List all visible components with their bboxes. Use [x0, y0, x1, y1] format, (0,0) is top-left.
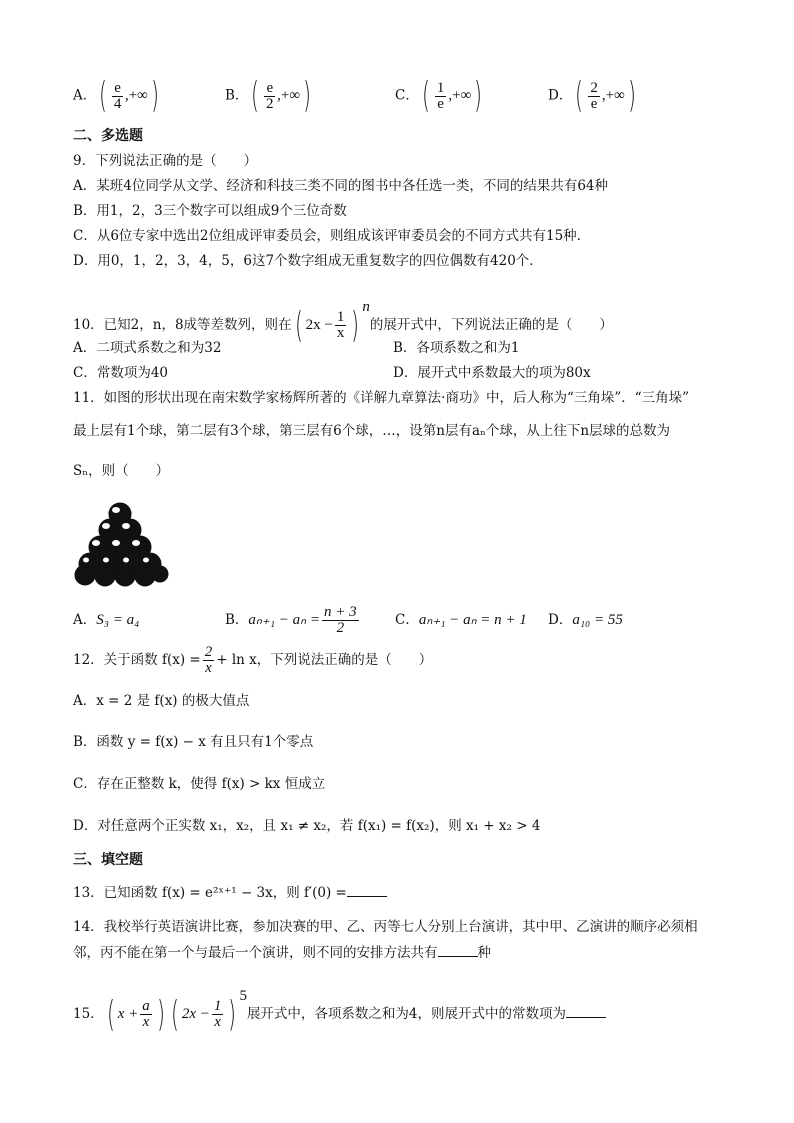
- q10-option-d: D．展开式中系数最大的项为80x: [393, 365, 591, 381]
- q9-option-b: B．用1，2，3三个数字可以组成9个三位奇数: [73, 203, 347, 219]
- q11-option-b: B．aₙ₊₁ − aₙ = $\frac{n + 3}{2}$: [225, 604, 357, 636]
- q8-option-c: C．( $\frac{1}{e}$ ,+∞): [395, 75, 483, 116]
- q10-stem: 10．已知2，n，8成等差数列，则在( 2x − $\frac{1}{x}$ ) $^n$的展开式中，下列说法正确的是（ ）: [73, 299, 613, 346]
- q14-line2: 邻，丙不能在第一个与最后一个演讲，则不同的安排方法共有 种: [73, 945, 491, 961]
- q14-line1: 14．我校举行英语演讲比赛，参加决赛的甲、乙、丙等七人分别上台演讲，其中甲、乙演讲的顺序必须相: [73, 919, 698, 935]
- q12-option-c: C．存在正整数 k，使得 f(x) > kx 恒成立: [73, 776, 326, 792]
- q13: 13．已知函数 f(x) = e²ˣ⁺¹ − 3x，则 f′(0) =: [73, 884, 387, 902]
- q9-option-c: C．从6位专家中选出2位组成评审委员会，则组成该评审委员会的不同方式共有15种．: [73, 228, 591, 244]
- q11-option-d: D．a₁₀ = 55: [548, 612, 623, 628]
- q8-options: [73, 72, 713, 116]
- q13-answer-blank[interactable]: [347, 884, 387, 897]
- q9-option-a: A．某班4位同学从文学、经济和科技三类不同的图书中各任选一类，不同的结果共有64种: [73, 178, 609, 194]
- section-title-multi-choice: 二、多选题: [73, 128, 143, 144]
- q12-option-a: A．x = 2 是 f(x) 的极大值点: [73, 693, 250, 709]
- q8-option-d: D．( $\frac{2}{e}$ ,+∞): [548, 75, 636, 116]
- q11-line3: Sₙ，则（ ）: [73, 463, 170, 479]
- q11-line2: 最上层有1个球，第二层有3个球，第三层有6个球，…，设第n层有aₙ个球，从上往下n层球的总数为: [73, 423, 671, 439]
- q10-option-c: C．常数项为40: [73, 365, 169, 381]
- q11-line1: 11．如图的形状出现在南宋数学家杨辉所著的《详解九章算法·商功》中，后人称为“三角垛”．“三角垛”: [73, 390, 690, 406]
- section-title-fill-in: 三、填空题: [73, 852, 143, 868]
- q12-option-d: D．对任意两个正实数 x₁，x₂，且 x₁ ≠ x₂，若 f(x₁) = f(x₂)，则 x₁ + x₂ > 4: [73, 818, 541, 834]
- q8-option-a: A．( $\frac{e}{4}$ ,+∞): [73, 75, 159, 116]
- q10-option-b: B．各项系数之和为1: [393, 340, 520, 356]
- q15-answer-blank[interactable]: [566, 1005, 606, 1018]
- triangle-ball-stack-figure: [70, 500, 170, 588]
- q12-stem: 12．关于函数 f(x) = $\frac{2}{x}$ + ln x，下列说法正确的是（ ）: [73, 644, 433, 676]
- q9-stem: 9．下列说法正确的是（ ）: [73, 153, 258, 169]
- q9-option-d: D．用0，1，2，3，4，5，6这7个数字组成无重复数字的四位偶数有420个．: [73, 253, 543, 269]
- q15: 15．( x + $\frac{a}{x}$ ) ( 2x − $\frac{1}{x}$ ) $^5$展开式中，各项系数之和为4，则展开式中的常数项为: [73, 976, 606, 1034]
- q11-option-c: C．aₙ₊₁ − aₙ = n + 1: [395, 612, 527, 628]
- q8-option-b: B．( $\frac{e}{2}$ ,+∞): [225, 75, 311, 116]
- q12-option-b: B．函数 y = f(x) − x 有且只有1个零点: [73, 734, 314, 750]
- q11-option-a: A．S₃ = a₄: [73, 612, 140, 628]
- q10-option-a: A．二项式系数之和为32: [73, 340, 222, 356]
- q14-answer-blank[interactable]: [438, 944, 478, 957]
